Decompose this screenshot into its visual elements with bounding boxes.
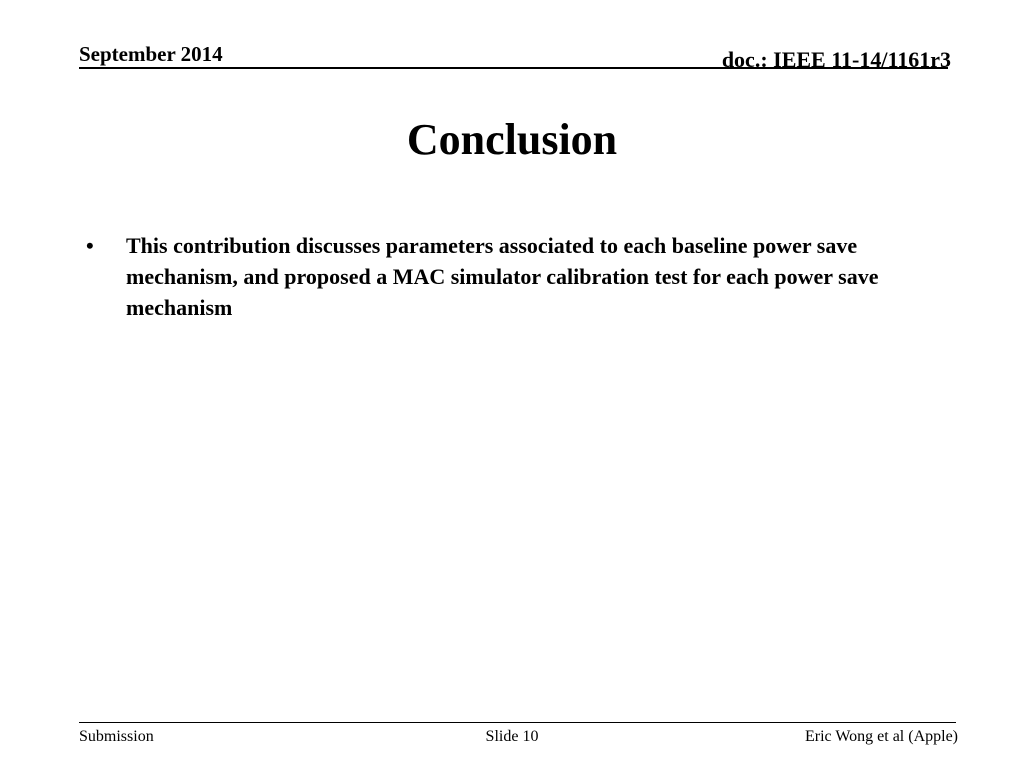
header-date: September 2014 <box>79 42 223 66</box>
footer-author: Eric Wong et al (Apple) <box>804 728 958 745</box>
footer-slide-number: Slide 10 <box>485 728 539 745</box>
header-divider <box>79 67 948 69</box>
bullet-item <box>86 230 946 323</box>
bullet-text: This contribution discusses parameters associated to each baseline power save mechanism, and proposed a MAC simulator calibration test for each power save mechanism <box>126 233 879 320</box>
bullet-list <box>86 230 946 323</box>
footer-submission: Submission <box>79 728 154 745</box>
header-doc-number: doc.: IEEE 11-14/1161r3 <box>721 47 951 72</box>
footer-divider <box>79 722 956 723</box>
bullet-marker: • <box>86 233 94 258</box>
slide-title: Conclusion <box>406 115 618 164</box>
